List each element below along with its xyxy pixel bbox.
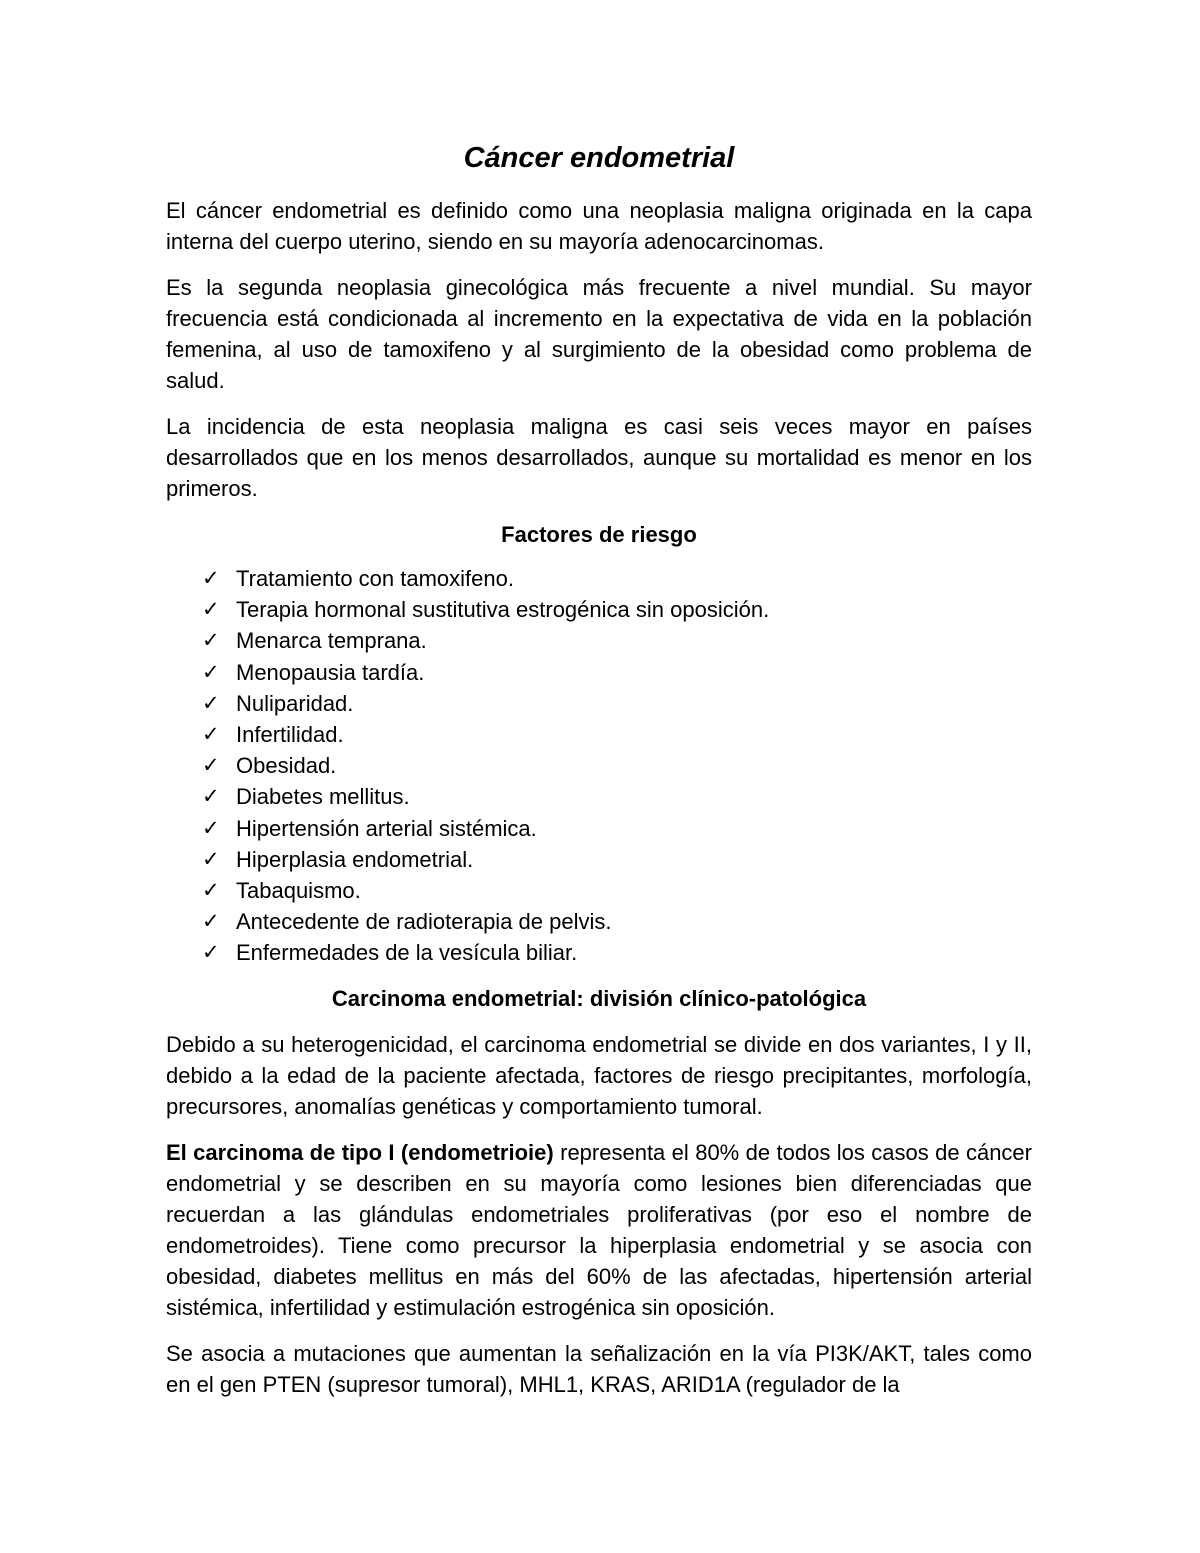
list-item [166, 719, 1032, 750]
list-item [166, 844, 1032, 875]
list-item [166, 594, 1032, 625]
list-item-text: Nuliparidad. [236, 690, 354, 716]
list-item [166, 875, 1032, 906]
check-icon: ✓ [202, 846, 220, 871]
division-paragraph-1: Debido a su heterogenicidad, el carcinoma endometrial se divide en dos variantes, I y II, debido a la edad de la paciente afectada, factores de riesgo precipitantes, morfología, precursores, anomalías genéticas y comportamiento tumoral. [166, 1031, 1032, 1119]
list-item-text: Diabetes mellitus. [236, 784, 410, 810]
risk-factors-list [166, 563, 1032, 969]
division-paragraph-3: Se asocia a mutaciones que aumentan la señalización en la vía PI3K/AKT, tales como en el gen PTEN (supresor tumoral), MHL1, KRAS, ARID1A (regulador de la [166, 1340, 1032, 1397]
risk-factors-heading: Factores de riesgo [501, 522, 697, 547]
check-icon: ✓ [202, 659, 220, 684]
list-item-text: Terapia hormonal sustitutiva estrogénica sin oposición. [236, 597, 770, 623]
document-page [166, 138, 1032, 1415]
list-item [166, 625, 1032, 656]
check-icon: ✓ [202, 753, 220, 778]
list-item [166, 563, 1032, 594]
intro-paragraph-1: El cáncer endometrial es definido como una neoplasia maligna originada en la capa interna del cuerpo uterino, siendo en su mayoría adenocarcinomas. [166, 198, 1032, 254]
list-item-text: Tabaquismo. [236, 878, 361, 904]
list-item-text: Enfermedades de la vesícula biliar. [236, 940, 578, 966]
list-item-text: Antecedente de radioterapia de pelvis. [236, 909, 612, 935]
check-icon: ✓ [202, 878, 220, 903]
list-item [166, 937, 1032, 968]
list-item [166, 813, 1032, 844]
list-item [166, 688, 1032, 719]
list-item [166, 657, 1032, 688]
check-icon: ✓ [202, 815, 220, 840]
list-item-text: Obesidad. [236, 753, 337, 779]
list-item-text: Infertilidad. [236, 722, 344, 748]
check-icon: ✓ [202, 784, 220, 809]
intro-paragraph-3: La incidencia de esta neoplasia maligna es casi seis veces mayor en países desarrollados que en los menos desarrollados, aunque su mortalidad es menor en los primeros. [166, 414, 1032, 501]
list-item-text: Hiperplasia endometrial. [236, 846, 474, 872]
check-icon: ✓ [202, 722, 220, 747]
division-paragraph-2 [166, 1137, 1032, 1323]
intro-paragraph-2: Es la segunda neoplasia ginecológica más frecuente a nivel mundial. Su mayor frecuencia está condicionada al incremento en la expectativa de vida en la población femenina, al uso de tamoxifeno y al surgimiento de la obesidad como problema de salud. [166, 275, 1032, 393]
check-icon: ✓ [202, 940, 220, 965]
list-item [166, 750, 1032, 781]
list-item-text: Menopausia tardía. [236, 659, 425, 685]
type-one-lead: El carcinoma de tipo I (endometrioie) [166, 1139, 554, 1165]
division-heading: Carcinoma endometrial: división clínico-patológica [331, 985, 867, 1011]
list-item-text: Tratamiento con tamoxifeno. [236, 566, 514, 591]
document-title: Cáncer endometrial [463, 142, 735, 174]
check-icon: ✓ [202, 909, 220, 934]
list-item [166, 906, 1032, 937]
check-icon: ✓ [202, 628, 220, 653]
check-icon: ✓ [202, 597, 220, 622]
list-item [166, 781, 1032, 812]
list-item-text: Hipertensión arterial sistémica. [236, 815, 537, 841]
check-icon: ✓ [202, 566, 220, 590]
type-one-text: representa el 80% de todos los casos de cáncer endometrial y se describen en su mayoría como lesiones bien diferenciadas que recuerdan a las glándulas endometriales proliferativas (por eso el nombre de endometroides). Tiene como precursor la hiperplasia endometrial y se asocia con obesidad, diabetes mellitus en más del 60% de las afectadas, hipertensión arterial sistémica, infertilidad y estimulación estrogénica sin oposición. [166, 1139, 1032, 1320]
check-icon: ✓ [202, 690, 220, 715]
list-item-text: Menarca temprana. [236, 628, 427, 654]
